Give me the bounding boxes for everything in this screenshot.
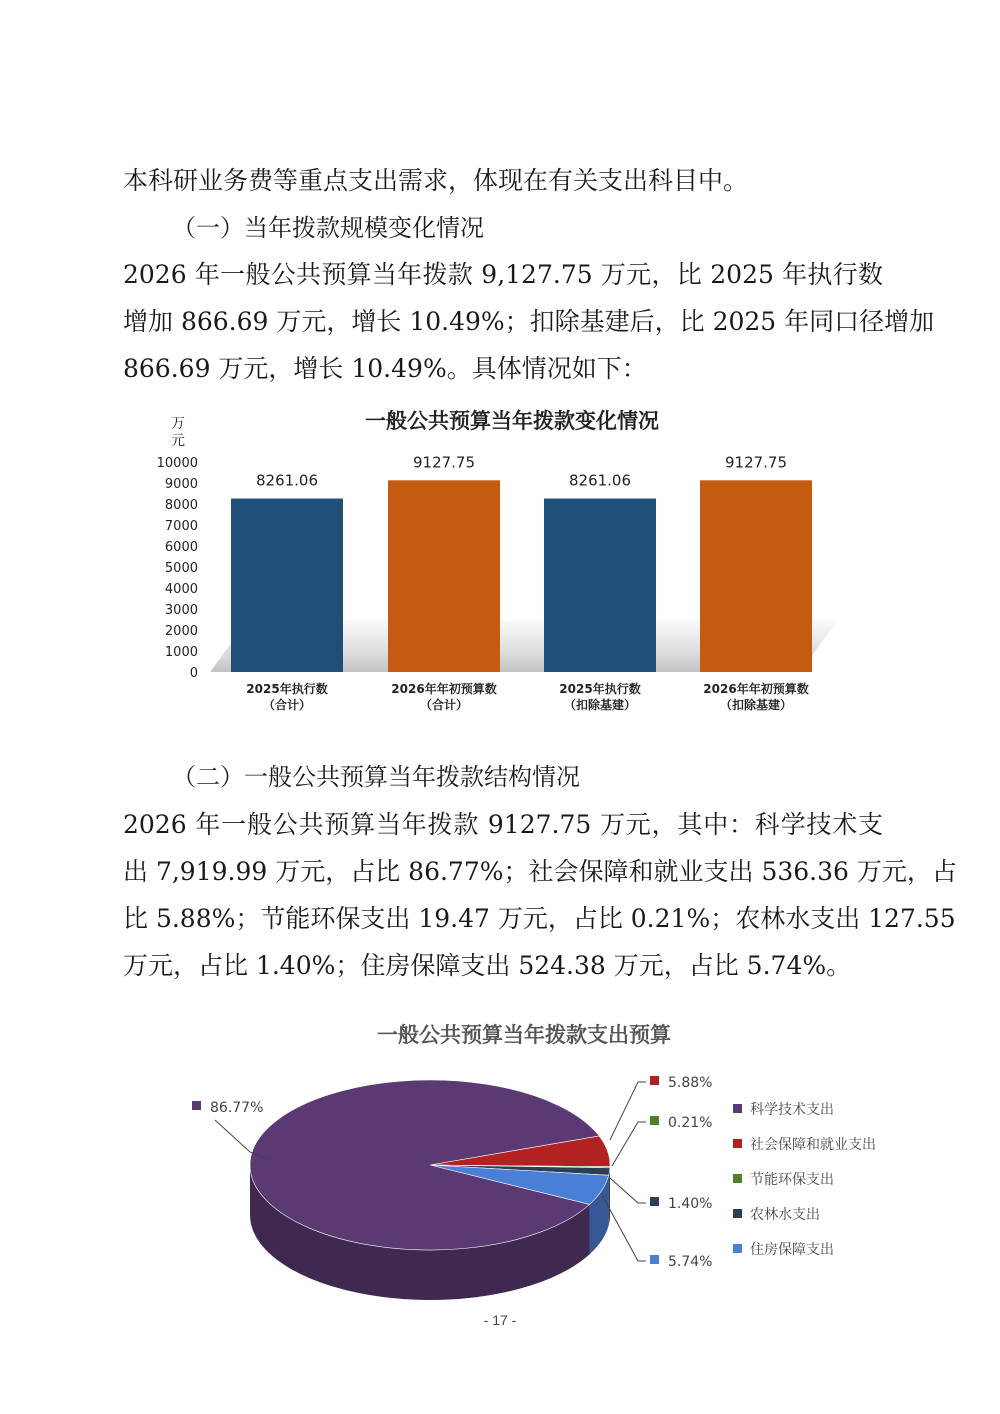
bar-value-label: 9127.75 bbox=[724, 453, 788, 472]
section-heading-1: （一）当年拨款规模变化情况 bbox=[172, 214, 484, 242]
bar-value-label: 8261.06 bbox=[568, 471, 632, 490]
x-category-label: （合计） bbox=[262, 698, 312, 712]
paragraph-line: 出 7,919.99 万元，占比 86.77%；社会保障和就业支出 536.36 万元，占 bbox=[123, 857, 957, 886]
paragraph-line: 比 5.88%；节能环保支出 19.47 万元，占比 0.21%；农林水支出 127.55 bbox=[123, 904, 956, 933]
legend-label: 科学技术支出 bbox=[750, 1102, 834, 1118]
chart-title: 一般公共预算当年拨款变化情况 bbox=[365, 409, 659, 433]
bar bbox=[388, 480, 500, 672]
pie-chart bbox=[170, 1010, 900, 1300]
y-tick-label: 0 bbox=[189, 666, 198, 681]
x-category-label: 2026年年初预算数 bbox=[703, 682, 809, 696]
section-heading-2: （二）一般公共预算当年拨款结构情况 bbox=[172, 763, 580, 791]
legend-label: 节能环保支出 bbox=[750, 1172, 834, 1188]
bar bbox=[700, 480, 812, 672]
bar-value-label: 8261.06 bbox=[255, 471, 319, 490]
x-category-label: （合计） bbox=[419, 698, 469, 712]
label-marker bbox=[650, 1255, 659, 1264]
leader-line bbox=[610, 1178, 646, 1203]
y-tick-label: 4000 bbox=[164, 582, 198, 597]
legend bbox=[733, 1101, 876, 1258]
paragraph-line: 增加 866.69 万元，增长 10.49%；扣除基建后，比 2025 年同口径增加 bbox=[123, 307, 935, 336]
leader-line bbox=[612, 1122, 646, 1166]
label-marker bbox=[650, 1197, 659, 1206]
paragraph-line: 866.69 万元，增长 10.49%。具体情况如下： bbox=[123, 354, 647, 383]
legend-label: 住房保障支出 bbox=[750, 1242, 834, 1258]
bar bbox=[231, 499, 343, 672]
pie-data-label: 5.88% bbox=[668, 1075, 713, 1091]
y-tick-label: 8000 bbox=[164, 498, 198, 513]
y-tick-label: 2000 bbox=[164, 624, 198, 639]
pie-data-label: 5.74% bbox=[668, 1254, 713, 1270]
pie-data-label: 1.40% bbox=[668, 1196, 713, 1212]
x-category-label: （扣除基建） bbox=[719, 698, 793, 712]
paragraph-line: 本科研业务费等重点支出需求，体现在有关支出科目中。 bbox=[123, 166, 749, 195]
legend-swatch bbox=[733, 1209, 742, 1218]
legend-label: 社会保障和就业支出 bbox=[750, 1137, 876, 1153]
y-tick-label: 3000 bbox=[164, 603, 198, 618]
label-marker bbox=[650, 1076, 659, 1085]
x-category-label: 2025年执行数 bbox=[559, 682, 641, 696]
x-category-label: （扣除基建） bbox=[563, 698, 637, 712]
y-axis-unit-1: 万 bbox=[171, 416, 185, 432]
leader-line bbox=[610, 1082, 646, 1140]
pie-data-label: 86.77% bbox=[210, 1100, 264, 1116]
y-tick-label: 9000 bbox=[164, 477, 198, 492]
chart-title: 一般公共预算当年拨款支出预算 bbox=[377, 1023, 671, 1047]
paragraph-line: 2026 年一般公共预算当年拨款 9127.75 万元，其中：科学技术支 bbox=[123, 810, 883, 839]
y-tick-label: 7000 bbox=[164, 519, 198, 534]
paragraph-line: 万元，占比 1.40%；住房保障支出 524.38 万元，占比 5.74%。 bbox=[123, 951, 852, 980]
page-number: - 17 - bbox=[483, 1312, 517, 1328]
x-category-label: 2026年年初预算数 bbox=[391, 682, 497, 696]
x-category-label: 2025年执行数 bbox=[246, 682, 328, 696]
legend-label: 农林水支出 bbox=[750, 1207, 820, 1223]
legend-swatch bbox=[733, 1244, 742, 1253]
pie-data-label: 0.21% bbox=[668, 1115, 713, 1131]
legend-swatch bbox=[733, 1139, 742, 1148]
y-tick-label: 10000 bbox=[156, 456, 198, 471]
legend-swatch bbox=[733, 1104, 742, 1113]
legend-swatch bbox=[733, 1174, 742, 1183]
y-tick-label: 5000 bbox=[164, 561, 198, 576]
bar-value-label: 9127.75 bbox=[412, 453, 476, 472]
paragraph-line: 2026 年一般公共预算当年拨款 9,127.75 万元，比 2025 年执行数 bbox=[123, 260, 883, 289]
y-axis-unit-2: 元 bbox=[171, 433, 185, 449]
bar-chart bbox=[150, 400, 850, 720]
label-marker bbox=[650, 1116, 659, 1125]
label-marker bbox=[192, 1101, 201, 1110]
bar bbox=[544, 499, 656, 672]
y-tick-label: 6000 bbox=[164, 540, 198, 555]
y-tick-label: 1000 bbox=[164, 645, 198, 660]
pie-slice-side bbox=[609, 1168, 610, 1225]
